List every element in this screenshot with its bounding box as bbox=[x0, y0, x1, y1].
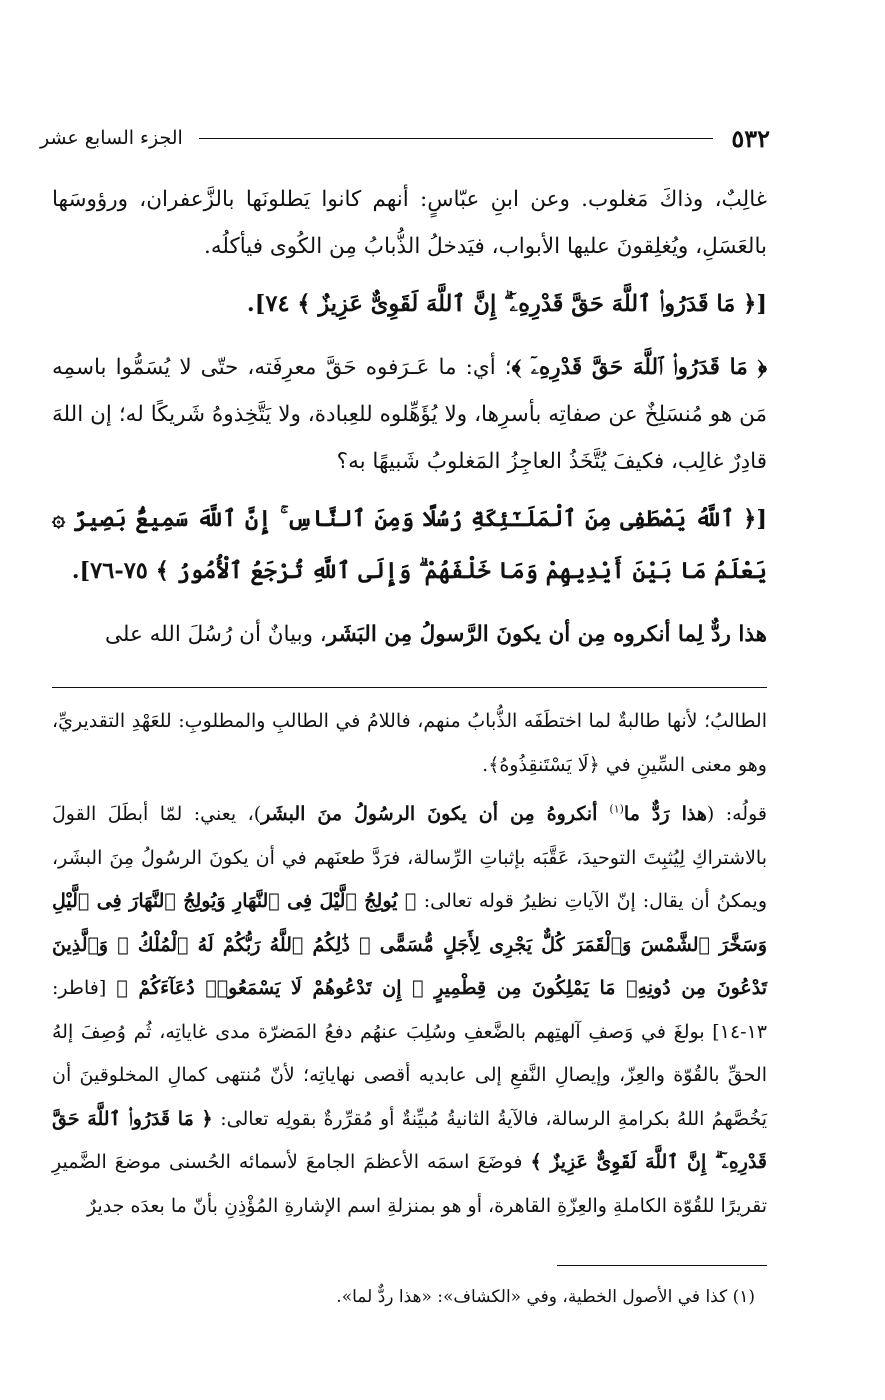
section-divider bbox=[52, 687, 767, 688]
paragraph-2-text: ؛ أي: ما عَـرَفوه حَقَّ معرِفَته، حتّى لا يُسَمُّوا باسمِه مَن هو مُنسَلِخٌ عن صفاتِه بأسرِها، ولا يُؤَهِّلوه للعِبادة، ولا يَتَّخِذوهُ شَريكًا له؛ إن اللهَ قادِرٌ غالِب، فكيفَ يُتَّخَذُ العاجِزُ المَغلوبُ شَبيهًا به؟ bbox=[52, 355, 767, 474]
verse-74: [﴿ مَا قَدَرُوا۟ ٱللَّهَ حَقَّ قَدْرِهِۦٓ ۗ إِنَّ ٱللَّهَ لَقَوِىٌّ عَزِيزٌ ﴾ ٧٤]. bbox=[246, 291, 767, 317]
paragraph-3-bold: هذا ردٌّ لِما أنكروه مِن أن يكونَ الرَّسولُ مِن البَشَر bbox=[326, 622, 767, 647]
paragraph-1: غالِبٌ، وذاكَ مَغلوب. وعن ابنِ عبّاسٍ: أنهم كانوا يَطلونَها بالزَّعفران، ورؤوسَها بالعَسَلِ، ويُغلِقونَ عليها الأبواب، فيَدخلُ الذُّبابُ مِن الكُوى فيأكلُه. bbox=[52, 187, 767, 259]
commentary-text-3: فوضَعَ اسمَه الأعظمَ الجامعَ لأسمائه الحُسنى موضعَ الضَّميرِ تقريرًا للقُوّة الكاملةِ والعِزّةِ القاهرة، أو هو بمنزلةِ اسم الإشارةِ المُؤْذِنِ بأنّ ما بعدَه جديرٌ bbox=[52, 1151, 767, 1217]
header-rule bbox=[199, 138, 714, 139]
footnote-rule bbox=[557, 1265, 767, 1266]
commentary-block bbox=[52, 700, 767, 1234]
page-number: ٥٣٢ bbox=[731, 123, 770, 153]
commentary-bold-2: أنكروهُ مِن أن يكونَ الرسُولُ منَ البشَر bbox=[261, 803, 610, 825]
commentary-text-2: [فاطر: ١٣-١٤] بولغَ في وَصفِ آلهتِهم بالضَّعفِ وسُلِبَ عنهُم دفعُ المَضرّة مدى غاياتِه، ثُم وُصِفَ إلهُ الحقِّ بالقُوّة والعِزّ، وإيصالِ النَّفعِ إلى عابديه أقصى نهاياتِه؛ لأنّ مُنتهى كمالِ المخلوقينَ أن يَخُصَّهمُ اللهُ بكرامةِ الرسالة، فالآيةُ الثانيةُ مُبيِّنةٌ أو مُقرِّرةٌ بقولِه تعالى: bbox=[52, 977, 767, 1130]
paragraph-3-text: ، وبيانٌ أن رُسُلَ الله على bbox=[104, 622, 327, 647]
footnote-marker[interactable]: (١) bbox=[609, 802, 624, 816]
commentary-text: )، يعني: لمّا أبطَلَ القولَ بالاشتراكِ لِيُثبِتَ التوحيدَ، عَقَّبَه بإثباتِ الرِّسالة، فرَدَّ طعنَهم في أن يكونَ الرسُولُ مِنَ البشَر، ويمكنُ أن يقال: إنّ الآياتِ نظيرُ قوله تعالى: bbox=[52, 803, 767, 912]
running-title: الجزء السابع عشر bbox=[40, 127, 183, 149]
commentary-bold-1: هذا رَدٌّ ما bbox=[623, 803, 707, 825]
commentary-paragraph-1: الطالبُ؛ لأنها طالبةٌ لما اختطَفَه الذُّبابُ منهم، فاللامُ في الطالبِ والمطلوبِ: للعَهْدِ التقديريِّ، وهو معنى السِّينِ في ﴿لَا يَسْتَنقِذُوهُ﴾. bbox=[52, 710, 767, 776]
main-text bbox=[52, 176, 767, 666]
commentary-lead: قولُه: ( bbox=[706, 803, 767, 825]
running-header bbox=[40, 120, 770, 156]
quran-quote-fatir: ﴿ يُولِجُ ٱلَّيْلَ فِى ٱلنَّهَارِ وَيُولِجُ ٱلنَّهَارَ فِى ٱلَّيْلِ وَسَخَّرَ ٱلشَّمْسَ وَٱلْقَمَرَ كُلٌّ يَجْرِى لِأَجَلٍ مُّسَمًّى ۚ ذَٰلِكُمُ ٱللَّهُ رَبُّكُمْ لَهُ ٱلْمُلْكُ ۚ وَٱلَّذِينَ تَدْعُونَ مِن دُونِهِۦ مَا يَمْلِكُونَ مِن قِطْمِيرٍ ۞ إِن تَدْعُوهُمْ لَا يَسْمَعُوا۟ دُعَآءَكُمْ ﴾ bbox=[52, 890, 767, 999]
quran-quote-2: ﴿ مَا قَدَرُوا۟ ٱللَّهَ حَقَّ قَدْرِهِۦٓ ۗ إِنَّ ٱللَّهَ لَقَوِىٌّ عَزِيزٌ ﴾ bbox=[52, 1107, 767, 1173]
paragraph-2 bbox=[52, 344, 767, 485]
footnote: (١) كذا في الأصول الخطية، وفي «الكشاف»: «هذا ردٌّ لما». bbox=[336, 1287, 755, 1307]
paragraph-3 bbox=[52, 611, 767, 658]
commentary-paragraph-2 bbox=[52, 793, 767, 1228]
quran-quote: ﴿ مَا قَدَرُوا۟ ٱللَّهَ حَقَّ قَدْرِهِۦٓ ﴾ bbox=[511, 355, 767, 380]
verse-75-76: [﴿ ٱللَّهُ يَصْطَفِى مِنَ ٱلْمَلَـٰٓئِكَةِ رُسُلًا وَمِنَ ٱلنَّاسِ ۚ إِنَّ ٱللَّهَ سَمِيعٌۢ بَصِيرٌ ۞ يَعْلَمُ مَا بَيْنَ أَيْدِيهِمْ وَمَا خَلْفَهُمْ ۗ وَإِلَى ٱللَّهِ تُرْجَعُ ٱلْأُمُورُ ﴾ ٧٥-٧٦]. bbox=[52, 506, 767, 584]
